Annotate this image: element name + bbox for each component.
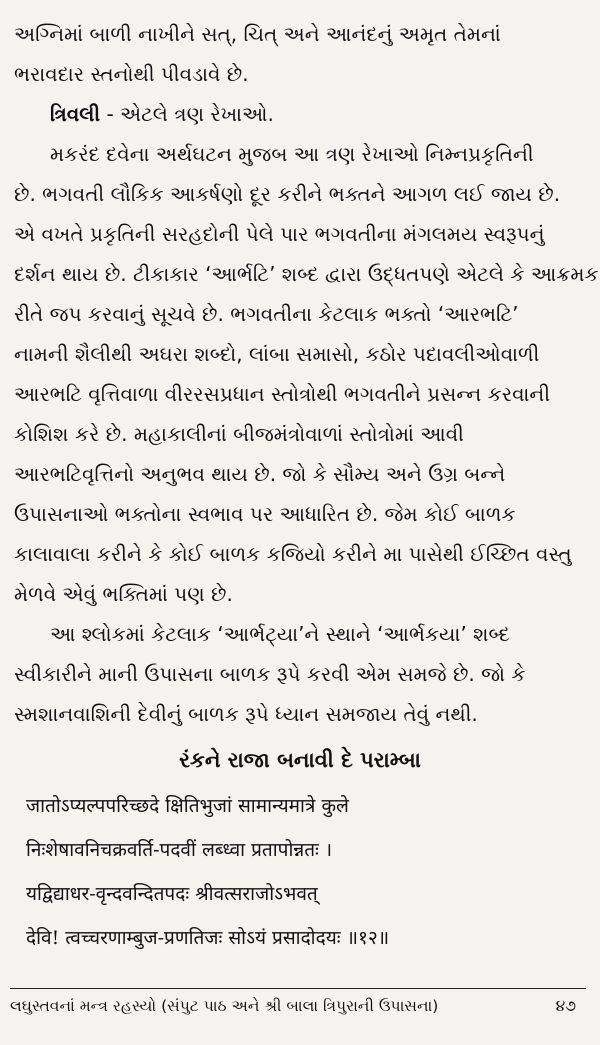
definition-text: - એટલે ત્રણ રેખાઓ. xyxy=(100,102,274,126)
verse-line: यद्विद्याधर-वृन्दवन्दितपदः श्रीवत्सराजोऽभवत् xyxy=(26,883,318,905)
text-line: છે. ભગવતી લૌકિક આકર્ષણો દૂર કરીને ભક્તને આગળ લઈ જાય છે. xyxy=(14,182,561,206)
text-line: સ્મશાનવાશિની દેવીનું બાળક રૂપે ધ્યાન સમજાય તેવું નથી. xyxy=(14,702,478,726)
running-book-title: લઘુસ્તવનાં મન્ત્ર રહસ્યો (સંપુટ પાઠ અને શ્રી બાલા ત્રિપુરાની ઉપાસના) xyxy=(10,997,439,1015)
text-line: મેળવે એવું ભક્તિમાં પણ છે. xyxy=(14,582,233,606)
sanskrit-verse xyxy=(14,784,586,960)
text-line: ઉપાસનાઓ ભક્તોના સ્વભાવ પર આધારિત છે. જેમ કોઈ બાળક xyxy=(14,502,516,526)
definition-term: ત્રિવલી xyxy=(50,102,101,126)
text-line: કાલાવાલા કરીને કે કોઈ બાળક કજિયો કરીને મા પાસેથી ઈચ્છિત વસ્તુ xyxy=(14,542,572,566)
text-line: ભરાવદાર સ્તનોથી પીવડાવે છે. xyxy=(14,62,249,86)
verse-line: जातोऽप्यल्पपरिच्छदे क्षितिभुजां सामान्यमात्रे कुले xyxy=(26,795,349,817)
text-line: કોશિશ કરે છે. મહાકાલીનાં બીજમંત્રોવાળાં સ્તોત્રોમાં આવી xyxy=(14,422,464,446)
definition-line xyxy=(14,94,586,134)
text-line: દર્શન થાય છે. ટીકાકાર ‘આર્ભટિ’ શબ્દ દ્વારા ઉદ્ધતપણે એટલે કે આક્રમક xyxy=(14,262,599,286)
text-line: અગ્નિમાં બાળી નાખીને સત્, ચિત્ અને આનંદનું અમૃત તેમનાં xyxy=(14,22,501,46)
definition-paragraph xyxy=(14,94,586,134)
text-line: મકરંદ દવેના અર્થઘટન મુજબ આ ત્રણ રેખાઓ નિમ્નપ્રકૃતિની xyxy=(50,142,534,166)
page-footer xyxy=(10,988,586,1016)
text-line: એ વખતે પ્રકૃતિની સરહદોની પેલે પાર ભગવતીના મંગલમય સ્વરૂપનું xyxy=(14,222,545,246)
verse-line: देवि! त्वच्चरणाम्बुज-प्रणतिजः सोऽयं प्रसादोदयः ॥१२॥ xyxy=(26,927,390,949)
text-line: આરભટિ વૃત્તિવાળા વીરરસપ્રધાન સ્તોત્રોથી ભગવતીને પ્રસન્ન કરવાની xyxy=(14,382,551,406)
section-heading: રંકને રાજા બનાવી દે પરામ્બા xyxy=(179,748,421,772)
text-line: રીતે જપ કરવાનું સૂચવે છે. ભગવતીના કેટલાક ભક્તો ‘આરભટિ’ xyxy=(14,302,519,326)
text-line: આરભટિવૃત્તિનો અનુભવ થાય છે. જો કે સૌમ્ય અને ઉગ્ર બન્ને xyxy=(14,462,506,486)
verse-line: निःशेषावनिचक्रवर्ति-पदवीं लब्ध्वा प्रतापोन्नतः । xyxy=(26,839,333,861)
text-line: નામની શૈલીથી અઘરા શબ્દો, લાંબા સમાસો, કઠોર પદાવલીઓવાળી xyxy=(14,342,540,366)
interpretation-paragraph xyxy=(14,134,599,614)
page-number: ૪૭ xyxy=(555,997,576,1015)
text-line: સ્વીકારીને માની ઉપાસના બાળક રૂપે કરવી એમ સમજે છે. જો કે xyxy=(14,662,526,686)
intro-paragraph xyxy=(14,14,586,94)
alternate-reading-paragraph xyxy=(14,614,586,734)
text-line: આ શ્લોકમાં કેટલાક ‘આર્ભટ્યા’ને સ્થાને ‘આર્ભકયા’ શબ્દ xyxy=(50,622,510,646)
